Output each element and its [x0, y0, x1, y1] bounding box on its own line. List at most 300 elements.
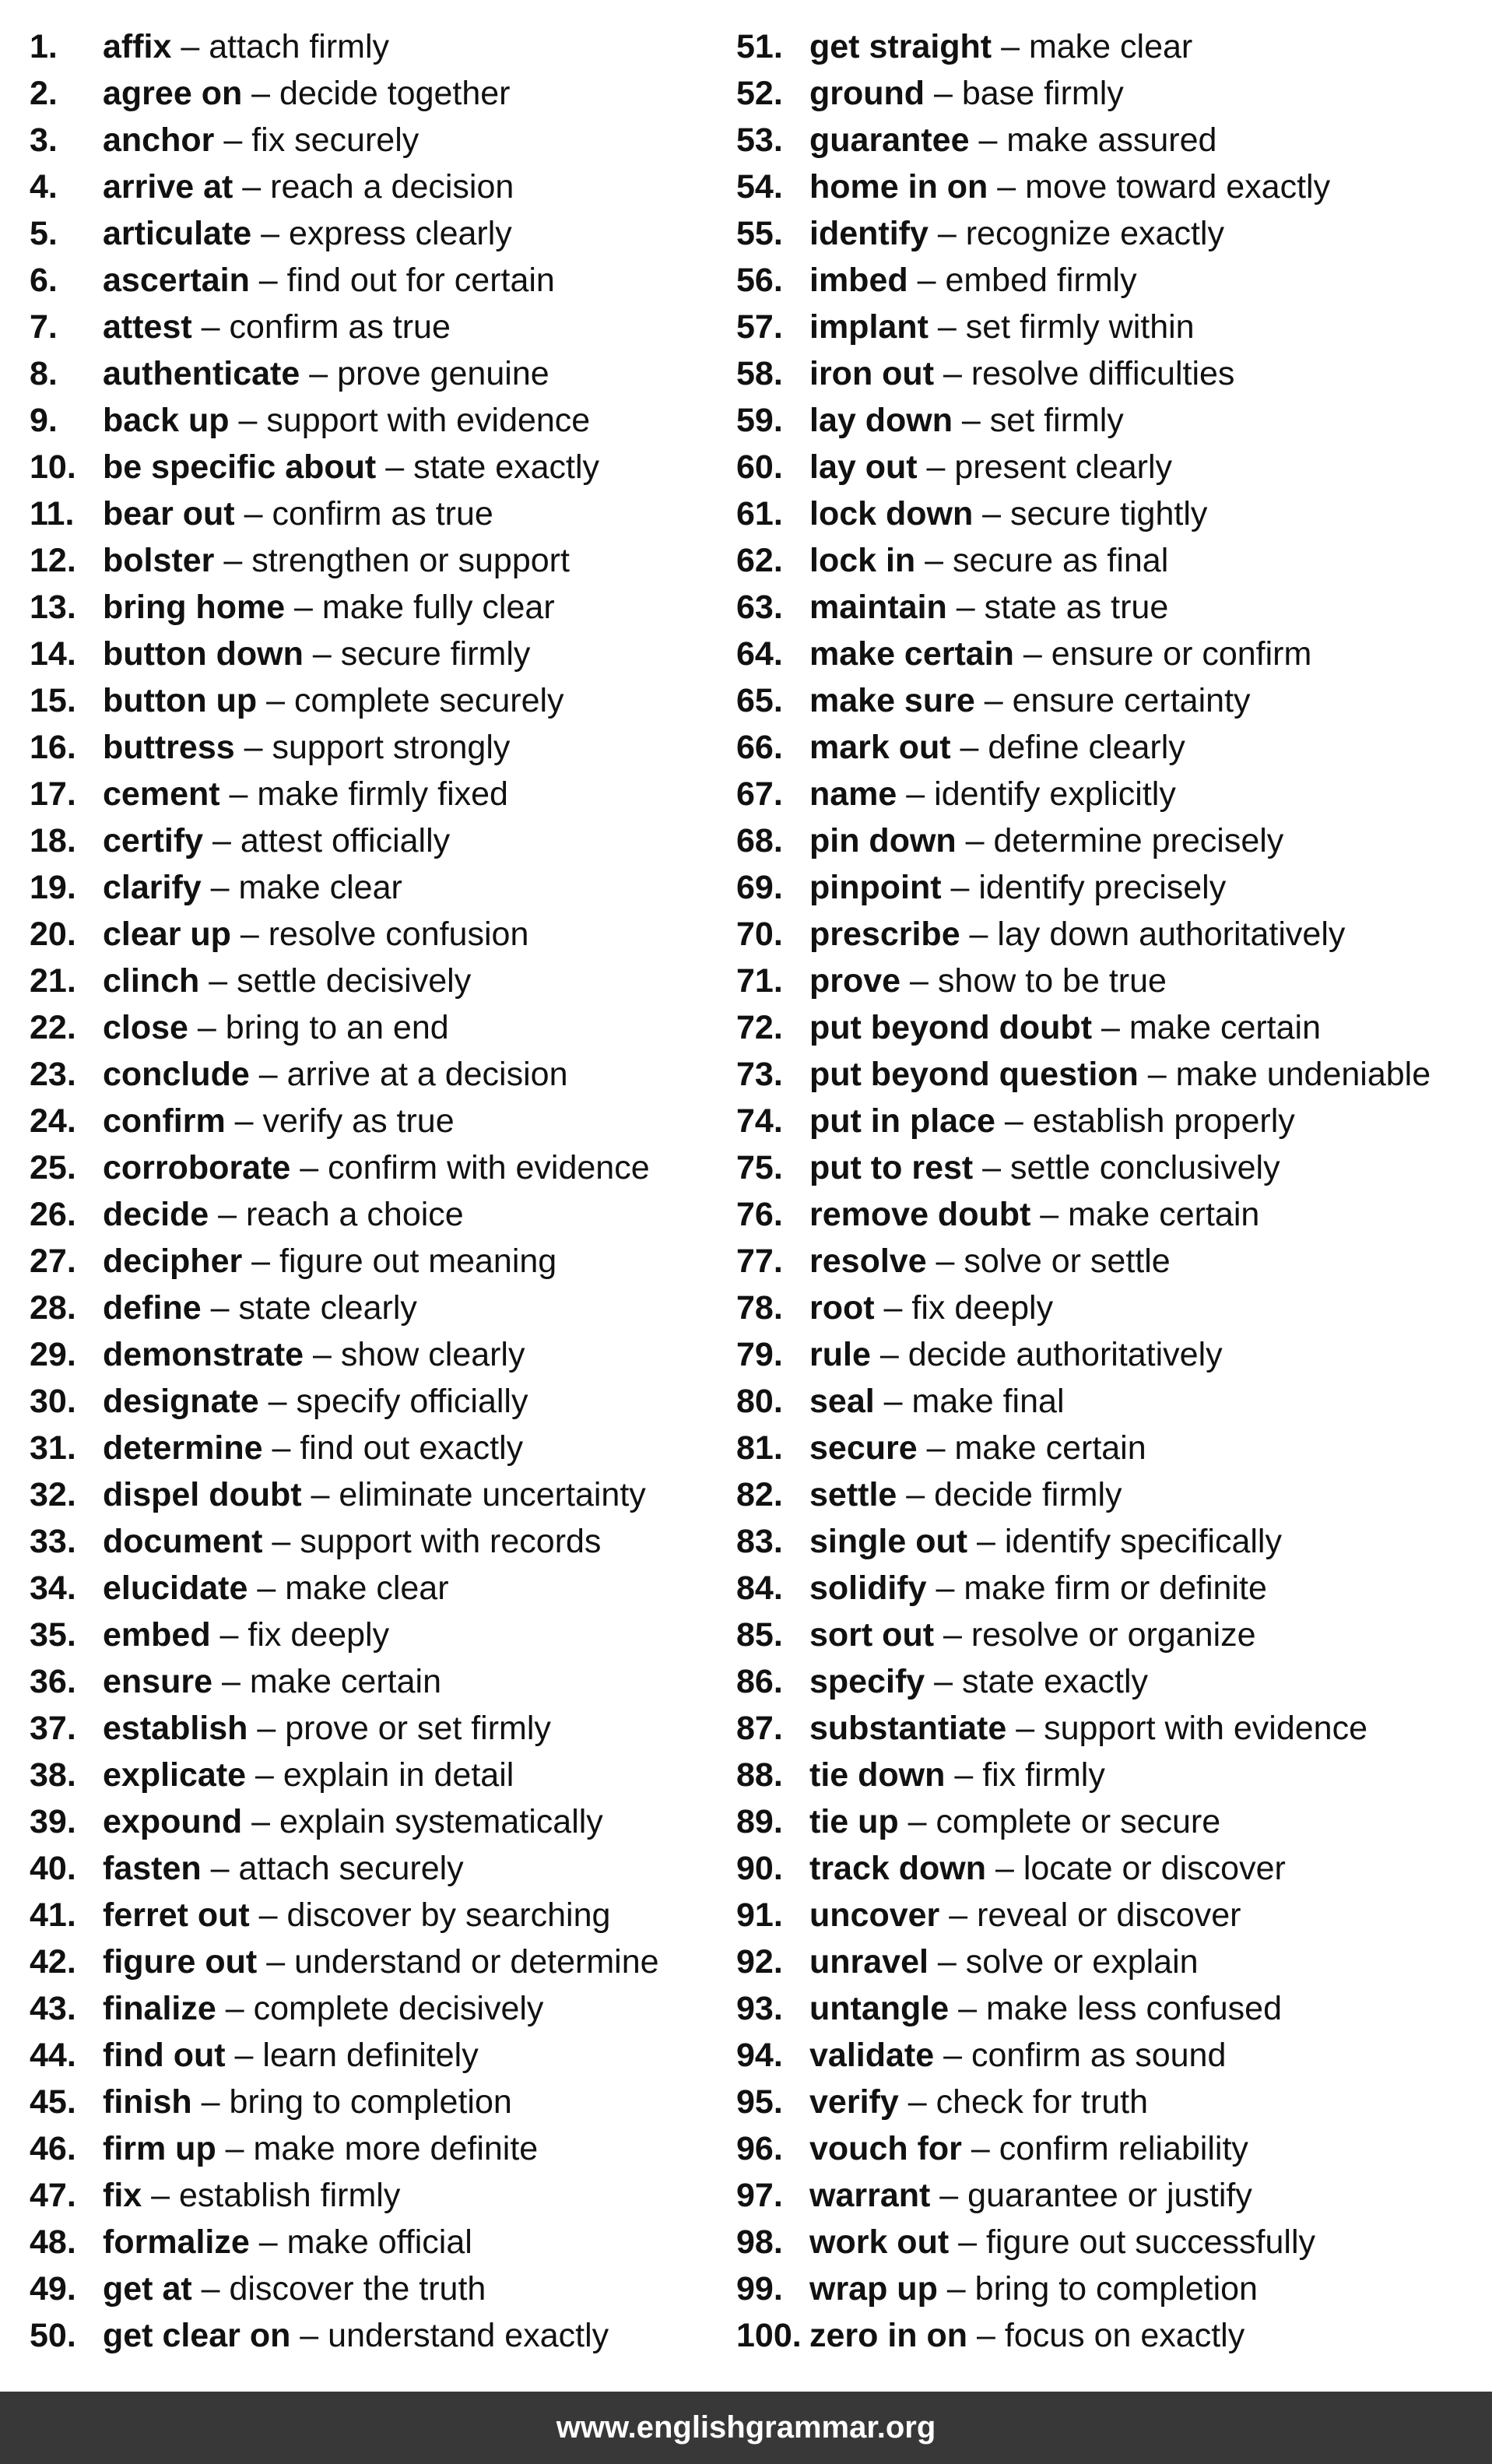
- item-separator: –: [214, 542, 252, 579]
- item-word: dispel doubt: [103, 1476, 302, 1513]
- item-definition: resolve or organize: [971, 1616, 1256, 1654]
- item-definition: settle conclusively: [1010, 1149, 1280, 1186]
- item-number: 27.: [30, 1243, 76, 1280]
- list-item: [30, 444, 714, 490]
- item-text: [103, 1051, 567, 1098]
- item-word: embed: [103, 1616, 211, 1654]
- item-definition: make undeniable: [1175, 1056, 1431, 1093]
- item-word: resolve: [809, 1243, 927, 1280]
- item-separator: –: [949, 2223, 986, 2261]
- item-word: clinch: [103, 962, 200, 1000]
- item-number: 65.: [736, 682, 783, 719]
- item-definition: bring to completion: [229, 2083, 512, 2121]
- item-word: guarantee: [809, 121, 970, 159]
- item-separator: –: [216, 2130, 254, 2167]
- item-separator: –: [142, 2177, 179, 2214]
- item-text: [809, 117, 1216, 163]
- item-word: affix: [103, 28, 172, 65]
- item-separator: –: [956, 822, 994, 859]
- list-item: [736, 1144, 1468, 1191]
- item-text: [809, 1191, 1259, 1238]
- item-separator: –: [961, 2130, 999, 2167]
- list-item: [30, 1565, 714, 1612]
- item-separator: –: [960, 916, 998, 953]
- list-item: [30, 1378, 714, 1425]
- item-separator: –: [249, 2223, 287, 2261]
- list-item: [30, 23, 714, 70]
- list-item: [30, 2032, 714, 2079]
- item-text: [809, 1285, 1053, 1331]
- item-text: [809, 1658, 1148, 1705]
- item-definition: guarantee or justify: [967, 2177, 1252, 2214]
- item-text: [103, 2265, 486, 2312]
- item-text: [103, 210, 512, 257]
- item-text: [103, 1658, 441, 1705]
- item-number: 60.: [736, 448, 783, 486]
- item-number: 97.: [736, 2177, 783, 2214]
- item-word: bolster: [103, 542, 215, 579]
- item-word: validate: [809, 2037, 935, 2074]
- item-text: [103, 2219, 472, 2265]
- item-word: lay down: [809, 402, 953, 439]
- item-word: ensure: [103, 1663, 213, 1700]
- item-word: be specific about: [103, 448, 377, 486]
- item-separator: –: [870, 1336, 908, 1373]
- item-word: settle: [809, 1476, 897, 1513]
- item-separator: –: [995, 1102, 1033, 1140]
- item-word: iron out: [809, 355, 935, 392]
- item-number: 11.: [30, 495, 75, 533]
- item-separator: –: [247, 1710, 286, 1747]
- item-text: [103, 2125, 538, 2172]
- list-item: [736, 1985, 1468, 2032]
- item-definition: complete securely: [294, 682, 564, 719]
- item-text: [809, 677, 1251, 724]
- list-item: [30, 1191, 714, 1238]
- item-text: [103, 1238, 556, 1285]
- item-definition: move toward exactly: [1025, 168, 1331, 206]
- item-definition: solve or explain: [965, 1943, 1199, 1981]
- item-definition: set firmly: [989, 402, 1124, 439]
- list-item: [736, 1845, 1468, 1892]
- item-separator: –: [967, 2317, 1005, 2354]
- item-text: [103, 1004, 449, 1051]
- item-separator: –: [249, 1896, 287, 1934]
- item-definition: discover by searching: [286, 1896, 611, 1934]
- item-definition: make certain: [954, 1429, 1146, 1467]
- item-word: name: [809, 775, 897, 813]
- item-definition: attest officially: [240, 822, 451, 859]
- item-separator: –: [300, 355, 338, 392]
- item-text: [103, 1144, 650, 1191]
- item-word: conclude: [103, 1056, 250, 1093]
- item-definition: reveal or discover: [977, 1896, 1241, 1934]
- item-definition: make firm or definite: [964, 1569, 1267, 1607]
- item-definition: prove or set firmly: [285, 1710, 551, 1747]
- list-item: [30, 257, 714, 304]
- item-word: home in on: [809, 168, 988, 206]
- item-definition: decide together: [279, 75, 511, 112]
- item-separator: –: [234, 729, 272, 766]
- item-text: [809, 817, 1283, 864]
- item-number: 76.: [736, 1196, 783, 1233]
- item-number: 1.: [30, 28, 58, 65]
- list-item: [30, 2125, 714, 2172]
- item-definition: define clearly: [988, 729, 1185, 766]
- item-number: 84.: [736, 1569, 783, 1607]
- item-number: 5.: [30, 215, 58, 252]
- item-separator: –: [285, 589, 322, 626]
- list-item: [736, 537, 1468, 584]
- list-item: [30, 2172, 714, 2219]
- item-number: 40.: [30, 1850, 76, 1887]
- item-definition: support strongly: [272, 729, 511, 766]
- list-item: [736, 911, 1468, 958]
- item-definition: strengthen or support: [251, 542, 570, 579]
- item-separator: –: [191, 2270, 230, 2308]
- item-definition: specify officially: [296, 1383, 528, 1420]
- item-separator: –: [874, 1289, 912, 1327]
- list-item: [736, 1705, 1468, 1752]
- item-text: [103, 864, 402, 911]
- list-item: [30, 958, 714, 1004]
- list-item: [30, 1051, 714, 1098]
- item-number: 37.: [30, 1710, 76, 1747]
- item-word: unravel: [809, 1943, 929, 1981]
- item-separator: –: [1013, 635, 1051, 673]
- item-text: [809, 397, 1124, 444]
- item-definition: resolve confusion: [268, 916, 529, 953]
- item-text: [103, 2032, 479, 2079]
- item-separator: –: [900, 962, 938, 1000]
- item-separator: –: [233, 168, 271, 206]
- list-item: [30, 1612, 714, 1658]
- list-item: [736, 1471, 1468, 1518]
- item-word: uncover: [809, 1896, 940, 1934]
- item-word: clarify: [103, 869, 202, 906]
- item-word: zero in on: [809, 2317, 968, 2354]
- item-definition: arrive at a decision: [286, 1056, 568, 1093]
- list-item: [736, 163, 1468, 210]
- item-separator: –: [928, 215, 966, 252]
- item-separator: –: [967, 1523, 1005, 1560]
- item-separator: –: [952, 402, 990, 439]
- item-number: 64.: [736, 635, 783, 673]
- item-definition: show to be true: [937, 962, 1167, 1000]
- item-number: 33.: [30, 1523, 76, 1560]
- list-item: [736, 1285, 1468, 1331]
- list-item: [30, 584, 714, 631]
- list-item: [736, 1612, 1468, 1658]
- list-item: [736, 70, 1468, 117]
- list-item: [30, 1939, 714, 1985]
- item-text: [809, 23, 1192, 70]
- item-definition: make certain: [1068, 1196, 1260, 1233]
- item-text: [103, 23, 389, 70]
- item-separator: –: [225, 2037, 263, 2074]
- item-word: ferret out: [103, 1896, 250, 1934]
- item-definition: state clearly: [238, 1289, 417, 1327]
- item-separator: –: [210, 1616, 248, 1654]
- item-word: cement: [103, 775, 220, 813]
- item-separator: –: [934, 1616, 971, 1654]
- item-definition: make certain: [1129, 1009, 1322, 1046]
- item-word: demonstrate: [103, 1336, 304, 1373]
- item-definition: fix securely: [251, 121, 420, 159]
- item-definition: confirm as true: [272, 495, 493, 533]
- item-number: 4.: [30, 168, 58, 206]
- item-word: put in place: [809, 1102, 995, 1140]
- item-separator: –: [945, 1756, 983, 1794]
- list-item: [736, 1565, 1468, 1612]
- item-number: 83.: [736, 1523, 783, 1560]
- item-number: 67.: [736, 775, 783, 813]
- list-item: [736, 1378, 1468, 1425]
- item-word: decipher: [103, 1243, 243, 1280]
- item-text: [103, 1845, 464, 1892]
- item-number: 34.: [30, 1569, 76, 1607]
- item-number: 21.: [30, 962, 76, 1000]
- item-text: [103, 1518, 601, 1565]
- list-item: [30, 1144, 714, 1191]
- item-text: [809, 1705, 1367, 1752]
- list-item: [736, 2079, 1468, 2125]
- item-word: implant: [809, 308, 929, 346]
- item-text: [809, 210, 1224, 257]
- item-text: [103, 537, 570, 584]
- item-separator: –: [258, 1383, 297, 1420]
- item-separator: –: [249, 1056, 287, 1093]
- item-separator: –: [229, 402, 267, 439]
- item-word: bear out: [103, 495, 235, 533]
- item-definition: focus on exactly: [1004, 2317, 1245, 2354]
- item-word: warrant: [809, 2177, 931, 2214]
- item-number: 22.: [30, 1009, 76, 1046]
- item-text: [103, 1612, 389, 1658]
- list-item: [736, 257, 1468, 304]
- item-definition: confirm with evidence: [328, 1149, 650, 1186]
- item-text: [809, 1471, 1122, 1518]
- item-number: 13.: [30, 589, 76, 626]
- item-number: 96.: [736, 2130, 783, 2167]
- list-item: [736, 1191, 1468, 1238]
- item-text: [103, 584, 555, 631]
- item-number: 74.: [736, 1102, 783, 1140]
- item-definition: explain in detail: [283, 1756, 514, 1794]
- item-separator: –: [926, 1569, 964, 1607]
- list-item: [30, 1471, 714, 1518]
- item-word: work out: [809, 2223, 950, 2261]
- item-separator: –: [926, 1243, 964, 1280]
- item-text: [103, 1191, 464, 1238]
- item-number: 30.: [30, 1383, 76, 1420]
- item-definition: make more definite: [253, 2130, 539, 2167]
- list-item: [30, 631, 714, 677]
- item-definition: understand or determine: [294, 1943, 659, 1981]
- item-word: arrive at: [103, 168, 233, 206]
- item-definition: identify specifically: [1004, 1523, 1282, 1560]
- item-number: 82.: [736, 1476, 783, 1513]
- item-number: 57.: [736, 308, 783, 346]
- item-separator: –: [1006, 1710, 1044, 1747]
- item-text: [103, 163, 514, 210]
- item-definition: make assured: [1006, 121, 1217, 159]
- item-number: 41.: [30, 1896, 76, 1934]
- item-text: [103, 677, 564, 724]
- item-separator: –: [257, 682, 294, 719]
- item-text: [103, 1798, 603, 1845]
- item-definition: express clearly: [289, 215, 512, 252]
- item-word: designate: [103, 1383, 259, 1420]
- item-text: [809, 1331, 1223, 1378]
- item-separator: –: [376, 448, 414, 486]
- item-text: [809, 2079, 1148, 2125]
- item-text: [103, 1471, 646, 1518]
- item-definition: base firmly: [961, 75, 1124, 112]
- item-definition: solve or settle: [964, 1243, 1171, 1280]
- item-separator: –: [212, 1663, 250, 1700]
- item-definition: make clear: [1028, 28, 1193, 65]
- item-number: 62.: [736, 542, 783, 579]
- item-separator: –: [303, 635, 341, 673]
- item-definition: lay down authoritatively: [997, 916, 1346, 953]
- item-definition: confirm as true: [229, 308, 451, 346]
- item-number: 66.: [736, 729, 783, 766]
- item-number: 19.: [30, 869, 76, 906]
- item-separator: –: [907, 262, 946, 299]
- item-text: [103, 1565, 449, 1612]
- item-separator: –: [199, 962, 237, 1000]
- list-item: [30, 1658, 714, 1705]
- item-number: 91.: [736, 1896, 783, 1934]
- item-separator: –: [950, 729, 988, 766]
- item-separator: –: [242, 75, 280, 112]
- item-number: 2.: [30, 75, 58, 112]
- item-separator: –: [249, 262, 287, 299]
- list-item: [30, 2312, 714, 2359]
- item-text: [809, 444, 1172, 490]
- item-text: [809, 1051, 1431, 1098]
- item-separator: –: [898, 1803, 936, 1840]
- item-text: [809, 1144, 1280, 1191]
- item-text: [809, 584, 1168, 631]
- item-text: [809, 1098, 1295, 1144]
- item-definition: embed firmly: [945, 262, 1137, 299]
- item-separator: –: [216, 1990, 254, 2027]
- item-separator: –: [937, 2270, 975, 2308]
- item-separator: –: [201, 1850, 239, 1887]
- item-text: [103, 397, 590, 444]
- item-word: get at: [103, 2270, 192, 2308]
- item-definition: establish firmly: [179, 2177, 401, 2214]
- list-item: [736, 724, 1468, 771]
- item-definition: figure out successfully: [985, 2223, 1316, 2261]
- item-separator: –: [251, 215, 290, 252]
- list-item: [736, 1004, 1468, 1051]
- item-word: authenticate: [103, 355, 300, 392]
- item-separator: –: [290, 2317, 328, 2354]
- list-item: [30, 1425, 714, 1471]
- list-item: [30, 1331, 714, 1378]
- item-word: button up: [103, 682, 258, 719]
- item-definition: learn definitely: [262, 2037, 479, 2074]
- item-word: formalize: [103, 2223, 250, 2261]
- item-text: [809, 304, 1195, 350]
- item-definition: fix deeply: [247, 1616, 390, 1654]
- item-number: 61.: [736, 495, 783, 533]
- item-number: 32.: [30, 1476, 76, 1513]
- item-definition: secure tightly: [1010, 495, 1208, 533]
- item-definition: make firmly fixed: [257, 775, 508, 813]
- item-word: lay out: [809, 448, 918, 486]
- item-word: specify: [809, 1663, 925, 1700]
- item-text: [809, 724, 1185, 771]
- list-item: [30, 1098, 714, 1144]
- item-text: [809, 1425, 1146, 1471]
- item-text: [809, 1752, 1105, 1798]
- item-number: 45.: [30, 2083, 76, 2121]
- item-number: 53.: [736, 121, 783, 159]
- item-word: get straight: [809, 28, 992, 65]
- item-definition: secure as final: [953, 542, 1169, 579]
- item-text: [103, 117, 419, 163]
- item-word: ascertain: [103, 262, 250, 299]
- word-list-column-right: [736, 23, 1468, 2359]
- item-separator: –: [897, 775, 935, 813]
- item-number: 99.: [736, 2270, 783, 2308]
- item-text: [809, 1939, 1199, 1985]
- item-number: 42.: [30, 1943, 76, 1981]
- list-item: [30, 350, 714, 397]
- item-word: document: [103, 1523, 263, 1560]
- item-word: corroborate: [103, 1149, 291, 1186]
- item-number: 36.: [30, 1663, 76, 1700]
- item-number: 6.: [30, 262, 58, 299]
- list-item: [736, 2172, 1468, 2219]
- item-word: put beyond doubt: [809, 1009, 1093, 1046]
- item-definition: support with records: [300, 1523, 602, 1560]
- item-number: 93.: [736, 1990, 783, 2027]
- item-text: [809, 2312, 1245, 2359]
- item-text: [809, 70, 1124, 117]
- footer-website-url[interactable]: www.englishgrammar.org: [556, 2410, 936, 2445]
- item-word: finalize: [103, 1990, 216, 2027]
- item-number: 100.: [736, 2317, 802, 2354]
- item-separator: –: [290, 1149, 328, 1186]
- item-separator: –: [225, 1102, 263, 1140]
- item-number: 73.: [736, 1056, 783, 1093]
- item-separator: –: [188, 1009, 226, 1046]
- list-item: [30, 1985, 714, 2032]
- item-text: [103, 70, 511, 117]
- item-separator: –: [934, 355, 971, 392]
- item-number: 10.: [30, 448, 76, 486]
- item-word: prescribe: [809, 916, 960, 953]
- item-definition: determine precisely: [993, 822, 1284, 859]
- item-definition: set firmly within: [965, 308, 1195, 346]
- item-definition: identify explicitly: [934, 775, 1176, 813]
- list-item: [30, 2219, 714, 2265]
- item-text: [809, 864, 1226, 911]
- item-separator: –: [262, 1523, 300, 1560]
- list-item: [736, 864, 1468, 911]
- item-definition: make final: [911, 1383, 1065, 1420]
- item-word: mark out: [809, 729, 951, 766]
- list-item: [736, 2032, 1468, 2079]
- item-number: 77.: [736, 1243, 783, 1280]
- list-item: [736, 631, 1468, 677]
- list-item: [30, 1518, 714, 1565]
